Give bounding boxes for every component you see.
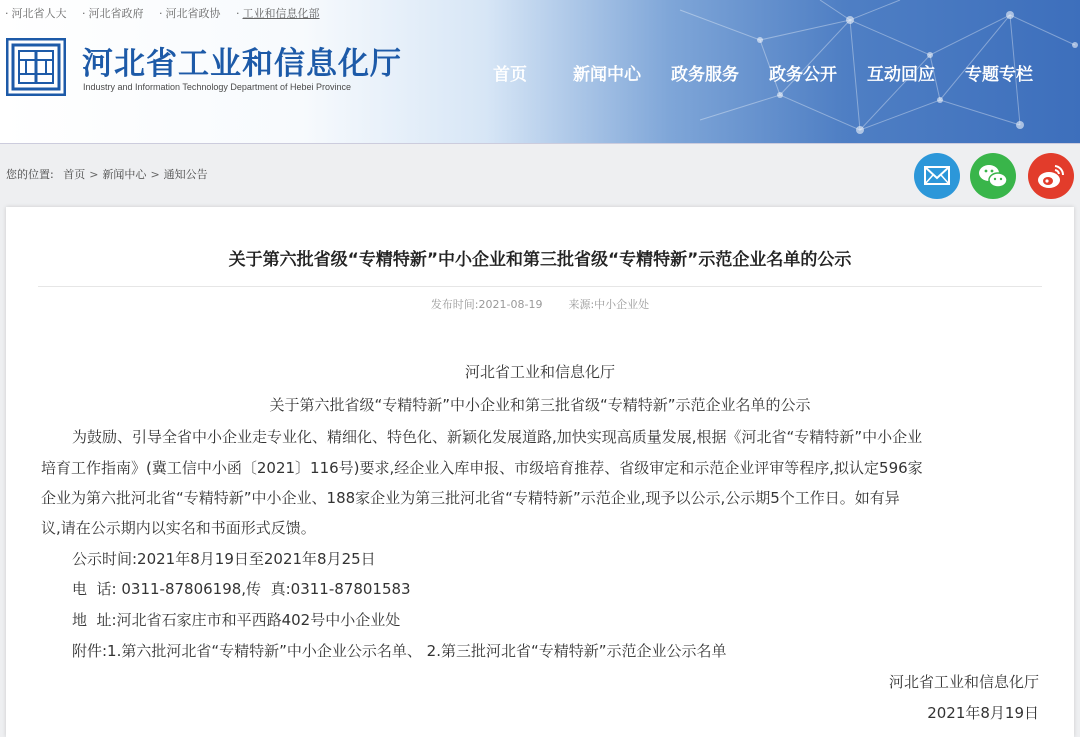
weibo-icon xyxy=(1028,153,1074,199)
wechat-icon xyxy=(970,153,1016,199)
publish-date: 发布时间:2021-08-19 xyxy=(430,298,543,311)
top-link-miit[interactable]: 工业和信息化部 xyxy=(242,7,320,20)
top-link-cppcc[interactable]: 河北省政协 xyxy=(165,7,221,20)
site-header xyxy=(0,0,1080,143)
breadcrumb-news-center[interactable]: 新闻中心 xyxy=(102,168,147,181)
breadcrumb-separator: > xyxy=(89,168,99,181)
notice-period: 公示时间:2021年8月19日至2021年8月25日 xyxy=(72,550,376,568)
paragraph-line: 为鼓励、引导全省中小企业走专业化、精细化、特色化、新颖化发展道路,加快实现高质量发展,根据《河北省“专精特新”中小企业 xyxy=(72,428,923,446)
paragraph-line: 议,请在公示期内以实名和书面形式反馈。 xyxy=(41,519,316,537)
nav-government-services[interactable]: 政务服务 xyxy=(671,65,739,85)
top-link-npc[interactable]: 河北省人大 xyxy=(11,7,67,20)
article-panel xyxy=(6,207,1074,737)
breadcrumb-bar xyxy=(0,143,1080,208)
breadcrumb-home[interactable]: 首页 xyxy=(63,168,86,181)
bullet-icon: · xyxy=(236,7,240,20)
title-divider xyxy=(38,286,1042,287)
nav-home[interactable]: 首页 xyxy=(493,65,527,85)
signature-date: 2021年8月19日 xyxy=(927,704,1039,722)
contact-address: 地 址:河北省石家庄市和平西路402号中小企业处 xyxy=(72,611,401,629)
breadcrumb-notices[interactable]: 通知公告 xyxy=(163,168,208,181)
share-weibo-button[interactable] xyxy=(1028,153,1074,199)
article-subtitle: 关于第六批省级“专精特新”中小企业和第三批省级“专精特新”示范企业名单的公示 xyxy=(269,396,811,414)
nav-government-disclosure[interactable]: 政务公开 xyxy=(769,65,837,85)
article-source: 来源:中小企业处 xyxy=(568,298,650,311)
site-subtitle: Industry and Information Technology Department of Hebei Province xyxy=(83,82,351,92)
article-org: 河北省工业和信息化厅 xyxy=(464,363,615,381)
breadcrumb-prefix: 您的位置: xyxy=(6,168,54,181)
bullet-icon: · xyxy=(159,7,163,20)
mail-icon xyxy=(914,153,960,199)
bullet-icon: · xyxy=(5,7,9,20)
share-mail-button[interactable] xyxy=(914,153,960,199)
bullet-icon: · xyxy=(82,7,86,20)
top-links xyxy=(5,5,332,21)
paragraph-line: 培育工作指南》(冀工信中小函〔2021〕116号)要求,经企业入库申报、市级培育推荐、省级审定和示范企业评审等程序,拟认定596家 xyxy=(41,459,923,477)
main-nav xyxy=(0,60,1080,84)
breadcrumb xyxy=(6,166,208,182)
attachments[interactable]: 附件:1.第六批河北省“专精特新”中小企业公示名单、 2.第三批河北省“专精特新”示范企业公示名单 xyxy=(72,642,727,660)
site-title[interactable]: 河北省工业和信息化厅 xyxy=(82,46,402,82)
article-title: 关于第六批省级“专精特新”中小企业和第三批省级“专精特新”示范企业名单的公示 xyxy=(228,250,852,270)
contact-phone: 电 话: 0311-87806198,传 真:0311-87801583 xyxy=(72,580,411,598)
nav-special-topics[interactable]: 专题专栏 xyxy=(965,65,1033,85)
top-link-government[interactable]: 河北省政府 xyxy=(88,7,144,20)
article-meta xyxy=(6,296,1074,312)
breadcrumb-separator: > xyxy=(150,168,160,181)
nav-interactive-response[interactable]: 互动回应 xyxy=(867,65,935,85)
signature-org: 河北省工业和信息化厅 xyxy=(888,673,1039,691)
nav-news-center[interactable]: 新闻中心 xyxy=(573,65,641,85)
share-wechat-button[interactable] xyxy=(970,153,1016,199)
paragraph-line: 企业为第六批河北省“专精特新”中小企业、188家企业为第三批河北省“专精特新”示范企业,现予以公示,公示期5个工作日。如有异 xyxy=(41,489,900,507)
